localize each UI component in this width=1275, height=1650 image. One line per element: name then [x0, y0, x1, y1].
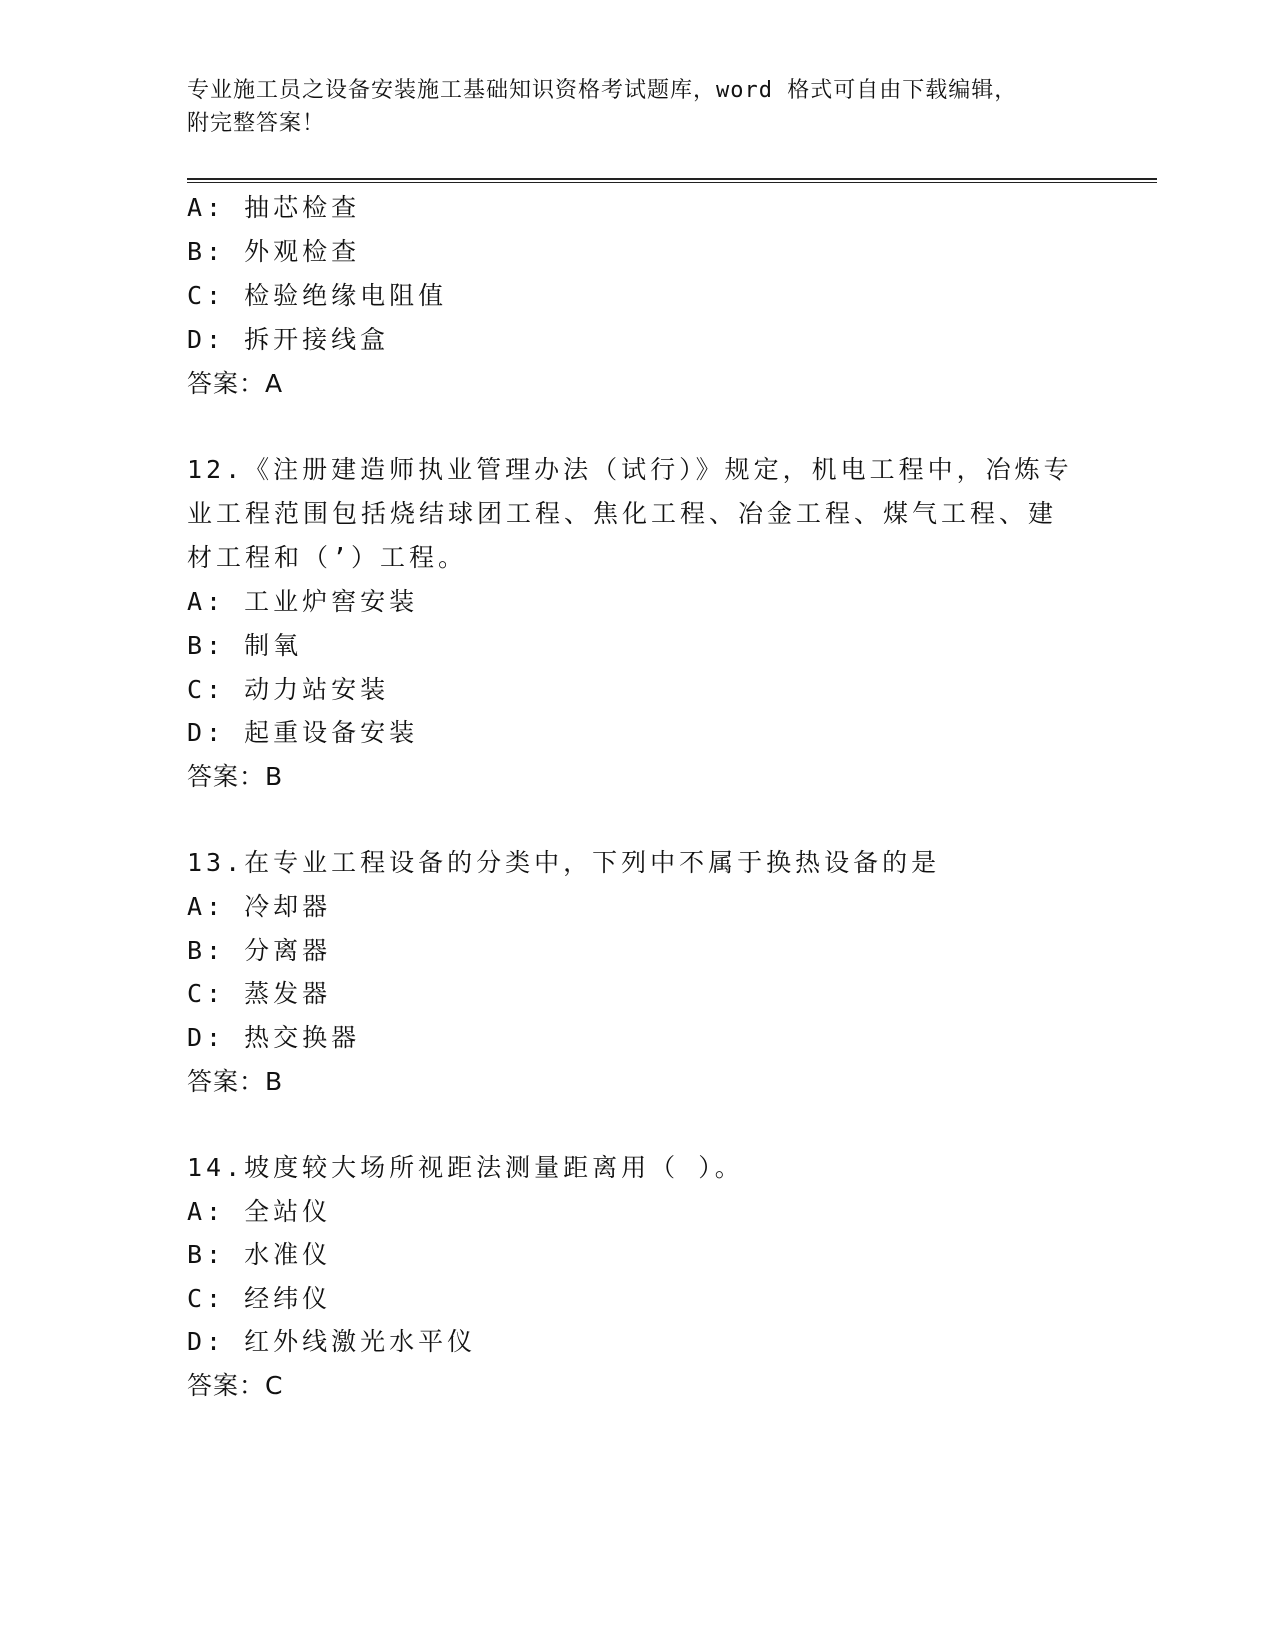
q14-option-b: B: 水准仪	[187, 1240, 332, 1269]
q13-option-d: D: 热交换器	[187, 1023, 361, 1052]
header-line-1: 专业施工员之设备安装施工基础知识资格考试题库，word 格式可自由下载编辑，	[187, 78, 1018, 103]
q14-option-d: D: 红外线激光水平仪	[187, 1327, 477, 1356]
q12-answer: 答案：B	[187, 762, 284, 791]
q13-answer: 答案：B	[187, 1067, 284, 1096]
q13-option-a: A: 冷却器	[187, 892, 332, 921]
q13-option-c: C: 蒸发器	[187, 979, 332, 1008]
q12-option-c: C: 动力站安装	[187, 675, 390, 704]
q13-stem-line-1: 13.在专业工程设备的分类中，下列中不属于换热设备的是	[187, 848, 941, 877]
q14-option-c: C: 经纬仪	[187, 1284, 332, 1313]
q14-option-a: A: 全站仪	[187, 1197, 332, 1226]
header-line-2: 附完整答案！	[187, 111, 326, 136]
q14-stem-line-1: 14.坡度较大场所视距法测量距离用（ ）。	[187, 1153, 744, 1182]
header-divider	[187, 178, 1157, 183]
q11-answer: 答案：A	[187, 369, 284, 398]
q12-option-b: B: 制氧	[187, 631, 303, 660]
document-header	[187, 74, 1047, 140]
q14-answer: 答案：C	[187, 1371, 284, 1400]
document-page	[187, 0, 1157, 1650]
q12-option-a: A: 工业炉窖安装	[187, 587, 419, 616]
q11-option-c: C: 检验绝缘电阻值	[187, 281, 448, 310]
q11-option-b: B: 外观检查	[187, 237, 361, 266]
q12-stem-line-3: 材工程和（’）工程。	[187, 543, 468, 572]
q12-stem-line-2: 业工程范围包括烧结球团工程、焦化工程、冶金工程、煤气工程、建	[187, 499, 1058, 528]
q11-option-d: D: 拆开接线盒	[187, 325, 390, 354]
q12-option-d: D: 起重设备安装	[187, 718, 419, 747]
q11-option-a: A: 抽芯检查	[187, 193, 361, 222]
q13-option-b: B: 分离器	[187, 936, 332, 965]
q12-stem-line-1: 12.《注册建造师执业管理办法（试行）》规定，机电工程中，冶炼专	[187, 455, 1073, 484]
